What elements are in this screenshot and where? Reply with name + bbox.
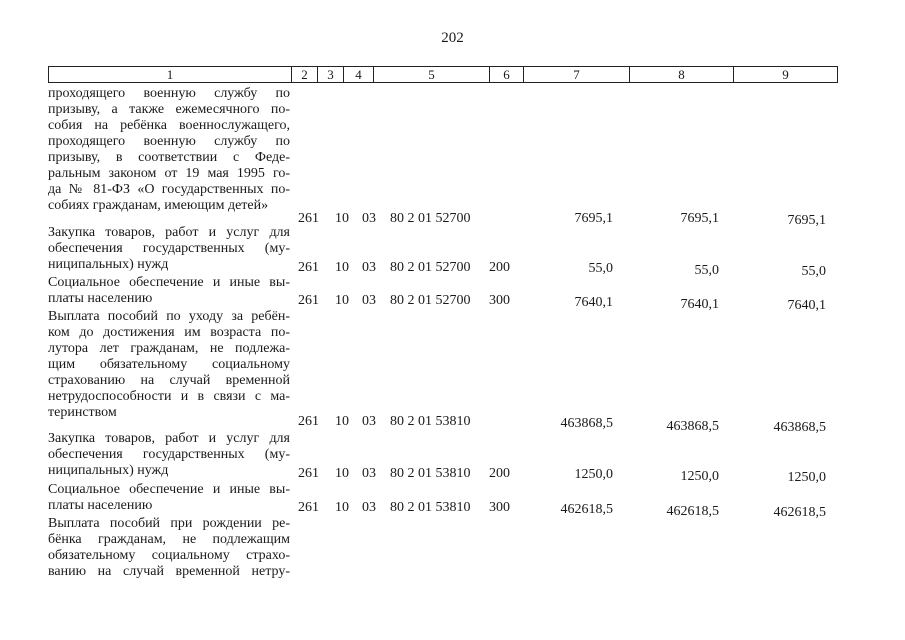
cell-section: 10 [335,414,349,429]
cell-subsection: 03 [362,293,376,308]
description-line: Выплата пособий по уходу за ребён- [48,309,290,324]
cell-amount-col8: 463868,5 [666,419,719,434]
description-line: собия на ребёнка военнослужащего, [48,118,290,133]
cell-chapter: 261 [298,414,319,429]
cell-target-article: 80 2 01 53810 [390,466,471,481]
description-line: ванию на случай временной нетру- [48,564,290,579]
description-line: ральным законом от 19 мая 1995 го- [48,166,290,181]
description-line: обеспечения государственных (му- [48,447,290,462]
cell-chapter: 261 [298,500,319,515]
description-line: ниципальных) нужд [48,257,169,272]
cell-amount-col8: 462618,5 [666,504,719,519]
description-line: бёнка гражданам, не подлежащим [48,532,290,547]
description-line: нетрудоспособности и в связи с ма- [48,389,290,404]
cell-amount-col8: 55,0 [694,263,719,278]
cell-section: 10 [335,466,349,481]
description-line: ниципальных) нужд [48,463,169,478]
cell-expense-type: 300 [489,500,510,515]
description-line: обеспечения государственных (му- [48,241,290,256]
description-line: Закупка товаров, работ и услуг для [48,225,290,240]
cell-amount-col8: 7695,1 [680,211,719,226]
description-line: проходящего военную службу по [48,134,290,149]
cell-target-article: 80 2 01 52700 [390,260,471,275]
description-line: Социальное обеспечение и иные вы- [48,482,290,497]
description-line: собиях гражданам, имеющим детей» [48,198,269,213]
cell-amount-col7: 7695,1 [574,211,613,226]
description-line: Выплата пособий при рождении ре- [48,516,290,531]
cell-expense-type: 200 [489,260,510,275]
cell-amount-col9: 7695,1 [787,213,826,228]
cell-target-article: 80 2 01 53810 [390,500,471,515]
description-line: обязательному социальному страхо- [48,548,290,563]
cell-chapter: 261 [298,293,319,308]
description-line: призыву, а также ежемесячного по- [48,102,290,117]
cell-target-article: 80 2 01 53810 [390,414,471,429]
description-line: теринством [48,405,117,420]
cell-section: 10 [335,211,349,226]
cell-amount-col8: 7640,1 [680,297,719,312]
header-col-8: 8 [629,67,733,82]
description-line: щим обязательному социальному [48,357,290,372]
cell-amount-col9: 7640,1 [787,298,826,313]
header-col-3: 3 [317,67,343,82]
cell-target-article: 80 2 01 52700 [390,211,471,226]
header-col-4: 4 [343,67,373,82]
description-line: да № 81-ФЗ «О государственных по- [48,182,290,197]
cell-subsection: 03 [362,211,376,226]
cell-amount-col7: 1250,0 [574,467,613,482]
cell-amount-col9: 1250,0 [787,470,826,485]
cell-chapter: 261 [298,466,319,481]
cell-amount-col9: 462618,5 [773,505,826,520]
cell-section: 10 [335,260,349,275]
cell-amount-col9: 463868,5 [773,420,826,435]
cell-amount-col7: 462618,5 [560,502,613,517]
cell-amount-col7: 55,0 [588,261,613,276]
cell-section: 10 [335,500,349,515]
description-line: Закупка товаров, работ и услуг для [48,431,290,446]
cell-chapter: 261 [298,260,319,275]
cell-subsection: 03 [362,414,376,429]
description-line: ком до достижения им возраста по- [48,325,290,340]
cell-amount-col7: 7640,1 [574,295,613,310]
header-col-2: 2 [291,67,317,82]
header-col-7: 7 [523,67,629,82]
cell-expense-type: 300 [489,293,510,308]
cell-subsection: 03 [362,260,376,275]
header-col-9: 9 [733,67,837,82]
header-col-5: 5 [373,67,489,82]
description-line: страхованию на случай временной [48,373,290,388]
cell-subsection: 03 [362,500,376,515]
cell-expense-type: 200 [489,466,510,481]
page-number: 202 [441,30,464,46]
header-col-6: 6 [489,67,523,82]
cell-section: 10 [335,293,349,308]
cell-chapter: 261 [298,211,319,226]
table-header-row [48,66,838,83]
description-line: лутора лет гражданам, не подлежа- [48,341,290,356]
cell-amount-col7: 463868,5 [560,416,613,431]
cell-target-article: 80 2 01 52700 [390,293,471,308]
cell-amount-col9: 55,0 [801,264,826,279]
description-line: платы населению [48,291,153,306]
description-line: платы населению [48,498,153,513]
description-line: Социальное обеспечение и иные вы- [48,275,290,290]
cell-amount-col8: 1250,0 [680,469,719,484]
header-col-1: 1 [166,67,174,82]
description-line: проходящего военную службу по [48,86,290,101]
description-line: призыву, в соответствии с Феде- [48,150,290,165]
cell-subsection: 03 [362,466,376,481]
